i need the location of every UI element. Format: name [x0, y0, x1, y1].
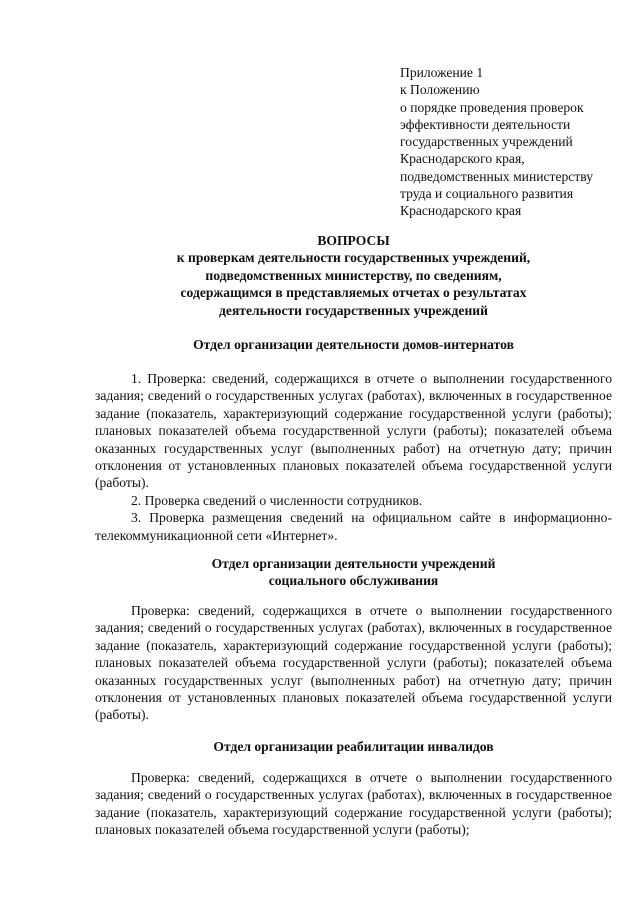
section-body	[95, 769, 612, 839]
appendix-line: Приложение 1	[400, 65, 484, 80]
appendix-line: о порядке проведения проверок	[400, 99, 584, 115]
title-line: деятельности государственных учреждений	[219, 302, 488, 318]
appendix-line: эффективности деятельности	[400, 116, 571, 132]
section-heading-line: Отдел организации реабилитации инвалидов	[213, 739, 494, 754]
paragraph: 3. Проверка размещения сведений на официальном сайте в информационнотелекоммуникационной сети «Интернет».	[95, 510, 612, 543]
section-heading-line: социального обслуживания	[268, 573, 439, 589]
appendix-line: Краснодарского края,	[400, 151, 525, 167]
title-line: содержащимся в представляемых отчетах о результатах	[180, 285, 527, 301]
appendix-line: подведомственных министерству	[400, 168, 594, 184]
section-heading	[95, 336, 612, 353]
section-body	[95, 602, 612, 724]
document-title	[95, 232, 612, 319]
appendix-line: труда и социального развития	[400, 186, 574, 202]
appendix-line: государственных учреждений	[400, 134, 573, 150]
section-body	[95, 370, 612, 544]
appendix-line: к Положению	[400, 82, 480, 98]
section-heading	[95, 738, 612, 755]
section-heading-line: Отдел организации деятельности домов-интернатов	[193, 337, 514, 352]
title-line: к проверкам деятельности государственных учреждений,	[176, 250, 531, 266]
appendix-note	[400, 64, 630, 220]
title-line: подведомственных министерству, по сведениям,	[205, 267, 502, 283]
appendix-line: Краснодарского края	[400, 203, 522, 219]
title-heading: ВОПРОСЫ	[317, 233, 390, 248]
paragraph: 2. Проверка сведений о численности сотрудников.	[131, 492, 423, 508]
section-heading-line: Отдел организации деятельности учреждений	[211, 556, 496, 571]
section-heading	[95, 555, 612, 590]
paragraph: 1. Проверка: сведений, содержащихся в отчете о выполнении государственного задания; сведений о государственных услугах (работах), включенных в государственное задание (показатель, характеризующий содержание государственной услуги (работы); плановых показателей объема государственной услуги (работы); показателей объема оказанных государственных услуг (выполненных работ) на отчетную дату; причин отклонения от установленных плановых показателей объема государственной услуги (работы).	[95, 371, 612, 491]
paragraph: Проверка: сведений, содержащихся в отчете о выполнении государственного задания; сведений о государственных услугах (работах), включенных в государственное задание (показатель, характеризующий содержание государственной услуги (работы); плановых показателей объема государственной услуги (работы);	[95, 770, 612, 838]
paragraph: Проверка: сведений, содержащихся в отчете о выполнении государственного задания; сведений о государственных услугах (работах), включенных в государственное задание (показатель, характеризующий содержание государственной услуги (работы); плановых показателей объема государственной услуги (работы); показателей объема оказанных государственных услуг (выполненных работ) на отчетную дату; причин отклонения от установленных плановых показателей объема государственной услуги (работы).	[95, 603, 612, 723]
